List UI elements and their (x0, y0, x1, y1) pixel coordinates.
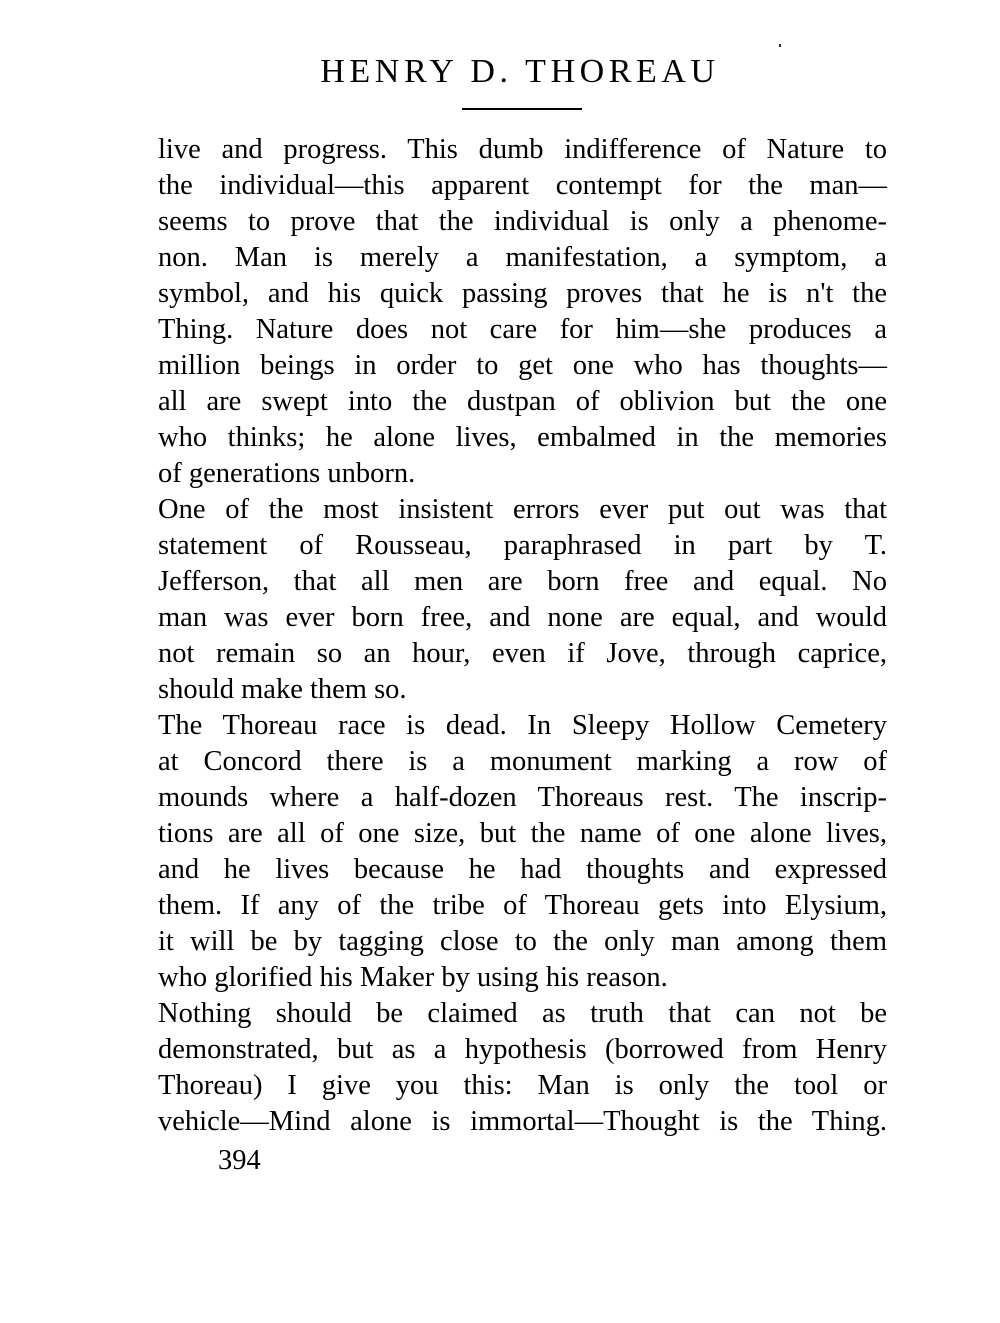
paragraph-3 (158, 708, 887, 996)
text-line: who thinks; he alone lives, embalmed in the memories (158, 422, 887, 453)
paragraph-1 (158, 132, 887, 492)
text-line: non. Man is merely a manifestation, a symptom, a (158, 242, 887, 273)
text-line: demonstrated, but as a hypothesis (borrowed from Henry (158, 1034, 887, 1065)
text-line: vehicle—Mind alone is immortal—Thought is the Thing. (158, 1106, 887, 1137)
body-text (158, 132, 887, 1140)
text-line: man was ever born free, and none are equal, and would (158, 602, 887, 633)
text-line: them. If any of the tribe of Thoreau gets into Elysium, (158, 890, 887, 921)
text-line: should make them so. (158, 674, 407, 705)
text-line: mounds where a half-dozen Thoreaus rest. The inscrip- (158, 782, 887, 813)
page-number: 394 (218, 1145, 261, 1176)
text-line: million beings in order to get one who has thoughts— (158, 350, 887, 381)
paragraph-2 (158, 492, 887, 708)
text-line: Thing. Nature does not care for him—she produces a (158, 314, 887, 345)
print-speck (779, 44, 781, 47)
text-line: live and progress. This dumb indifference of Nature to (158, 134, 887, 165)
text-line: not remain so an hour, even if Jove, through caprice, (158, 638, 887, 669)
paragraph-4 (158, 996, 887, 1140)
text-line: at Concord there is a monument marking a row of (158, 746, 887, 777)
text-line: Jefferson, that all men are born free and equal. No (158, 566, 887, 597)
head-rule (462, 108, 582, 110)
text-line: the individual—this apparent contempt for the man— (158, 170, 887, 201)
text-line: who glorified his Maker by using his reason. (158, 962, 668, 993)
text-line: statement of Rousseau, paraphrased in part by T. (158, 530, 887, 561)
text-line: Thoreau) I give you this: Man is only the tool or (158, 1070, 887, 1101)
text-line: tions are all of one size, but the name of one alone lives, (158, 818, 887, 849)
text-line: of generations unborn. (158, 458, 416, 489)
text-line: The Thoreau race is dead. In Sleepy Hollow Cemetery (158, 710, 887, 741)
text-line: One of the most insistent errors ever put out was that (158, 494, 887, 525)
text-line: Nothing should be claimed as truth that can not be (158, 998, 887, 1029)
text-line: all are swept into the dustpan of oblivion but the one (158, 386, 887, 417)
running-head: HENRY D. THOREAU (320, 53, 720, 90)
text-line: seems to prove that the individual is only a phenome- (158, 206, 887, 237)
text-line: it will be by tagging close to the only man among them (158, 926, 887, 957)
text-line: symbol, and his quick passing proves that he is n't the (158, 278, 887, 309)
text-line: and he lives because he had thoughts and expressed (158, 854, 887, 885)
